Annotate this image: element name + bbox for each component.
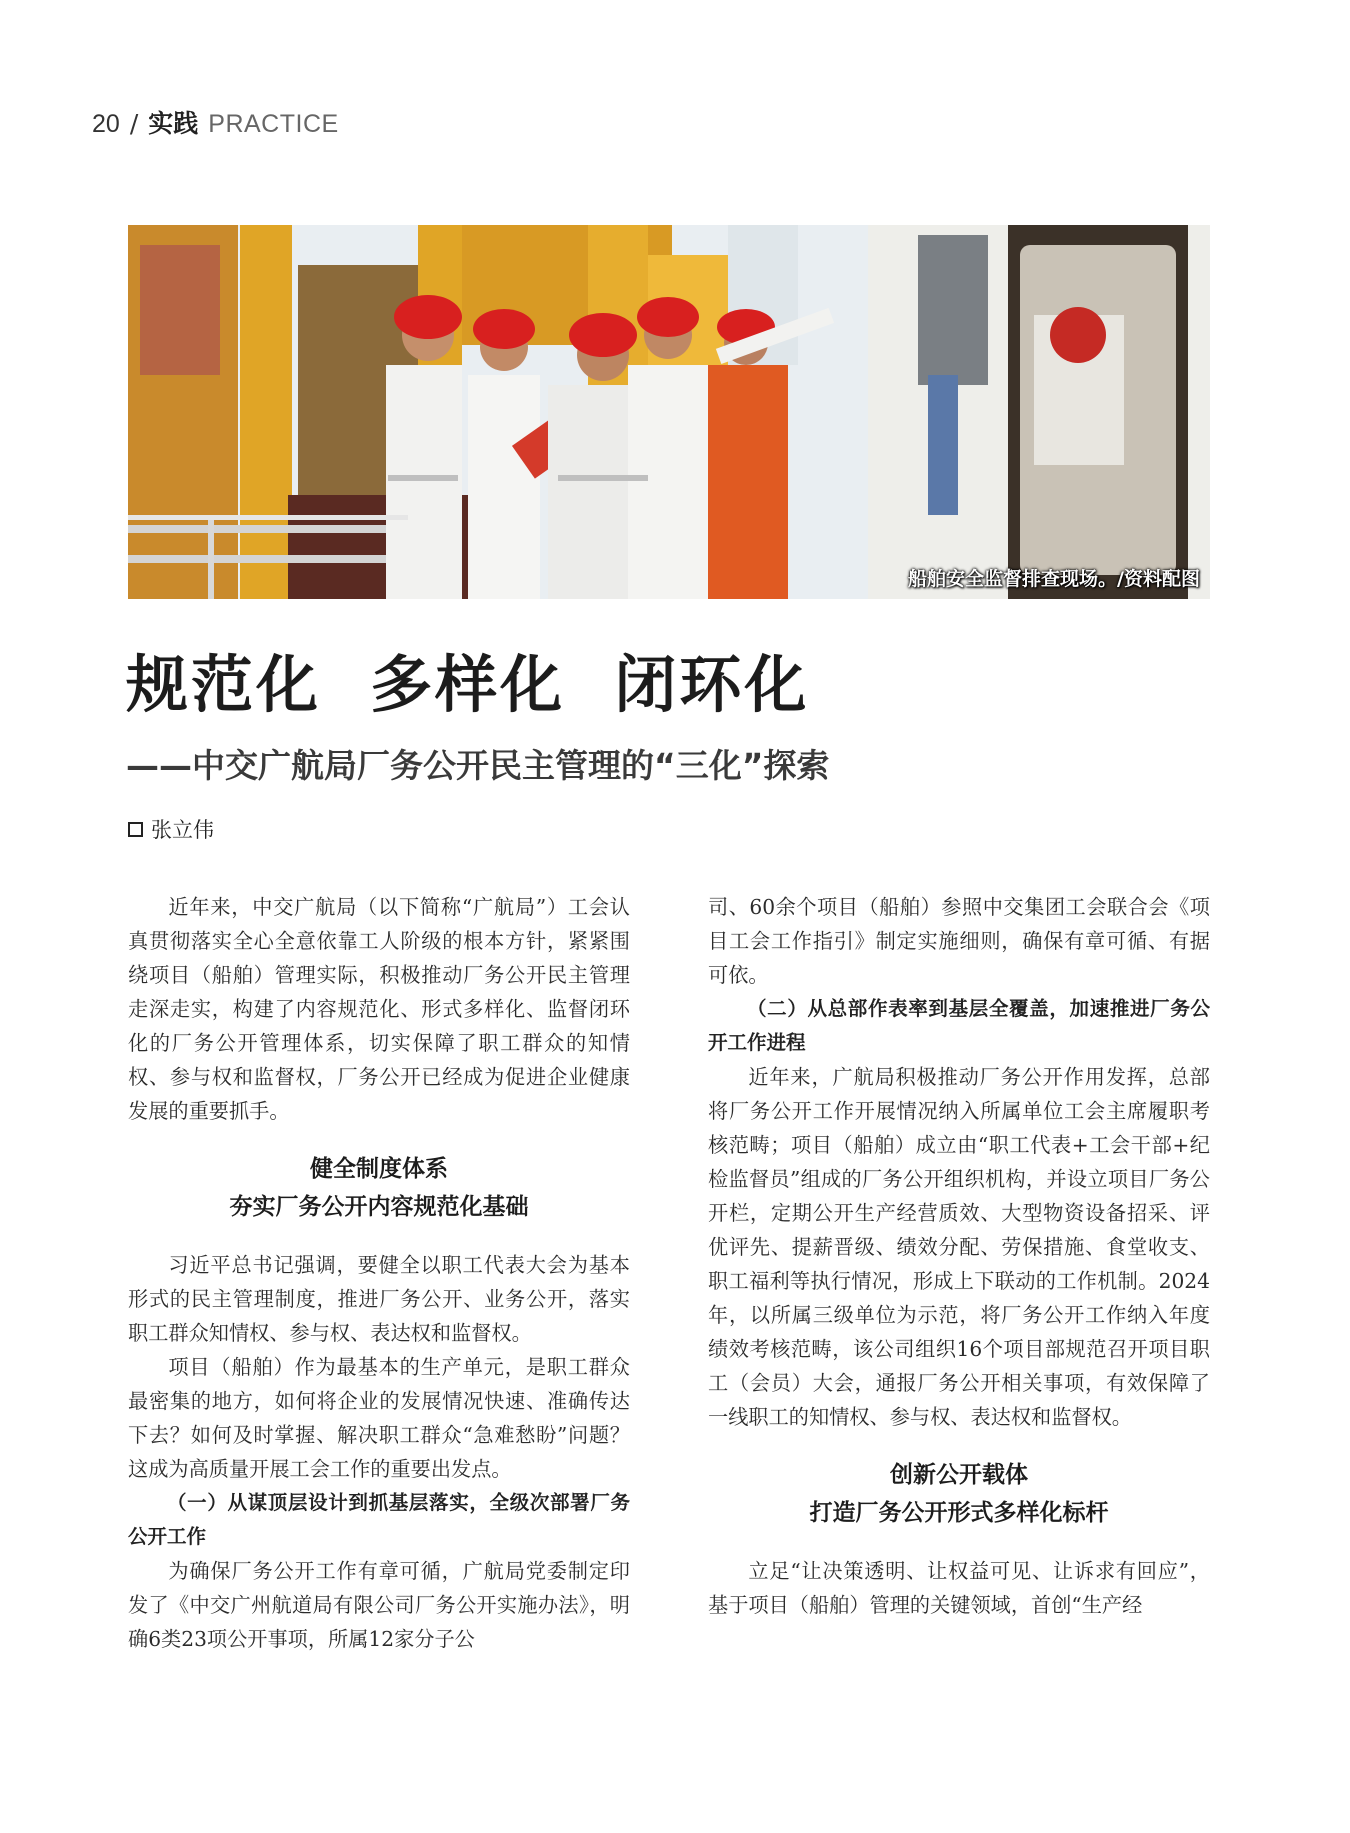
left-column [128, 890, 630, 1656]
paragraph: 近年来，中交广航局（以下简称“广航局”）工会认真贯彻落实全心全意依靠工人阶级的根本方针，紧紧围绕项目（船舶）管理实际，积极推动厂务公开民主管理走深走实，构建了内容规范化、形式多样化、监督闭环化的厂务公开管理体系，切实保障了职工群众的知情权、参与权和监督权，厂务公开已经成为促进企业健康发展的重要抓手。 [128, 895, 630, 1123]
paragraph: 近年来，广航局积极推动厂务公开作用发挥，总部将厂务公开工作开展情况纳入所属单位工会主席履职考核范畴；项目（船舶）成立由“职工代表+工会干部+纪检监督员”组成的厂务公开组织机构，并设立项目厂务公开栏，定期公开生产经营质效、大型物资设备招采、评优评先、提薪晋级、绩效分配、劳保措施、食堂收支、职工福利等执行情况，形成上下联动的工作机制。2024年，以所属三级单位为示范，将厂务公开工作纳入年度绩效考核范畴，该公司组织16个项目部规范召开项目职工（会员）大会，通报厂务公开相关事项，有效保障了一线职工的知情权、参与权、表达权和监督权。 [708, 1065, 1210, 1429]
photo-illustration [128, 225, 1210, 599]
header-separator: / [129, 109, 139, 138]
section-heading-line: 创新公开载体 [890, 1462, 1028, 1488]
page-number: 20 [92, 110, 120, 138]
subheading: （二）从总部作表率到基层全覆盖，加速推进厂务公开工作进程 [708, 997, 1210, 1054]
article-subtitle: ——中交广航局厂务公开民主管理的“三化”探索 [126, 746, 830, 785]
right-column [708, 890, 1210, 1622]
author-byline [128, 814, 214, 844]
section-name-english: PRACTICE [208, 110, 339, 138]
paragraph: 项目（船舶）作为最基本的生产单元，是职工群众最密集的地方，如何将企业的发展情况快速、准确传达下去？如何及时掌握、解决职工群众“急难愁盼”问题？这成为高质量开展工会工作的重要出发点。 [128, 1355, 630, 1481]
section-name: 实践 [148, 109, 199, 138]
paragraph: 司、60余个项目（船舶）参照中交集团工会联合会《项目工会工作指引》制定实施细则，确保有章可循、有据可依。 [708, 895, 1210, 987]
author-name: 张立伟 [151, 818, 214, 842]
section-heading-line: 夯实厂务公开内容规范化基础 [229, 1194, 529, 1220]
section-heading-line: 打造厂务公开形式多样化标杆 [809, 1500, 1109, 1526]
article-photo [128, 225, 1210, 599]
paragraph: 习近平总书记强调，要健全以职工代表大会为基本形式的民主管理制度，推进厂务公开、业务公开，落实职工群众知情权、参与权、表达权和监督权。 [128, 1253, 630, 1345]
paragraph: 立足“让决策透明、让权益可见、让诉求有回应”，基于项目（船舶）管理的关键领域，首创“生产经 [708, 1559, 1210, 1617]
paragraph: 为确保厂务公开工作有章可循，广航局党委制定印发了《中交广州航道局有限公司厂务公开实施办法》，明确6类23项公开事项，所属12家分子公 [128, 1559, 630, 1651]
page-header [92, 104, 339, 138]
article-title: 规范化 多样化 闭环化 [126, 648, 810, 721]
square-icon [128, 822, 143, 837]
subheading: （一）从谋顶层设计到抓基层落实，全级次部署厂务公开工作 [128, 1491, 630, 1548]
photo-caption: 船舶安全监督排查现场。/资料配图 [908, 568, 1200, 590]
section-heading-line: 健全制度体系 [310, 1156, 448, 1182]
